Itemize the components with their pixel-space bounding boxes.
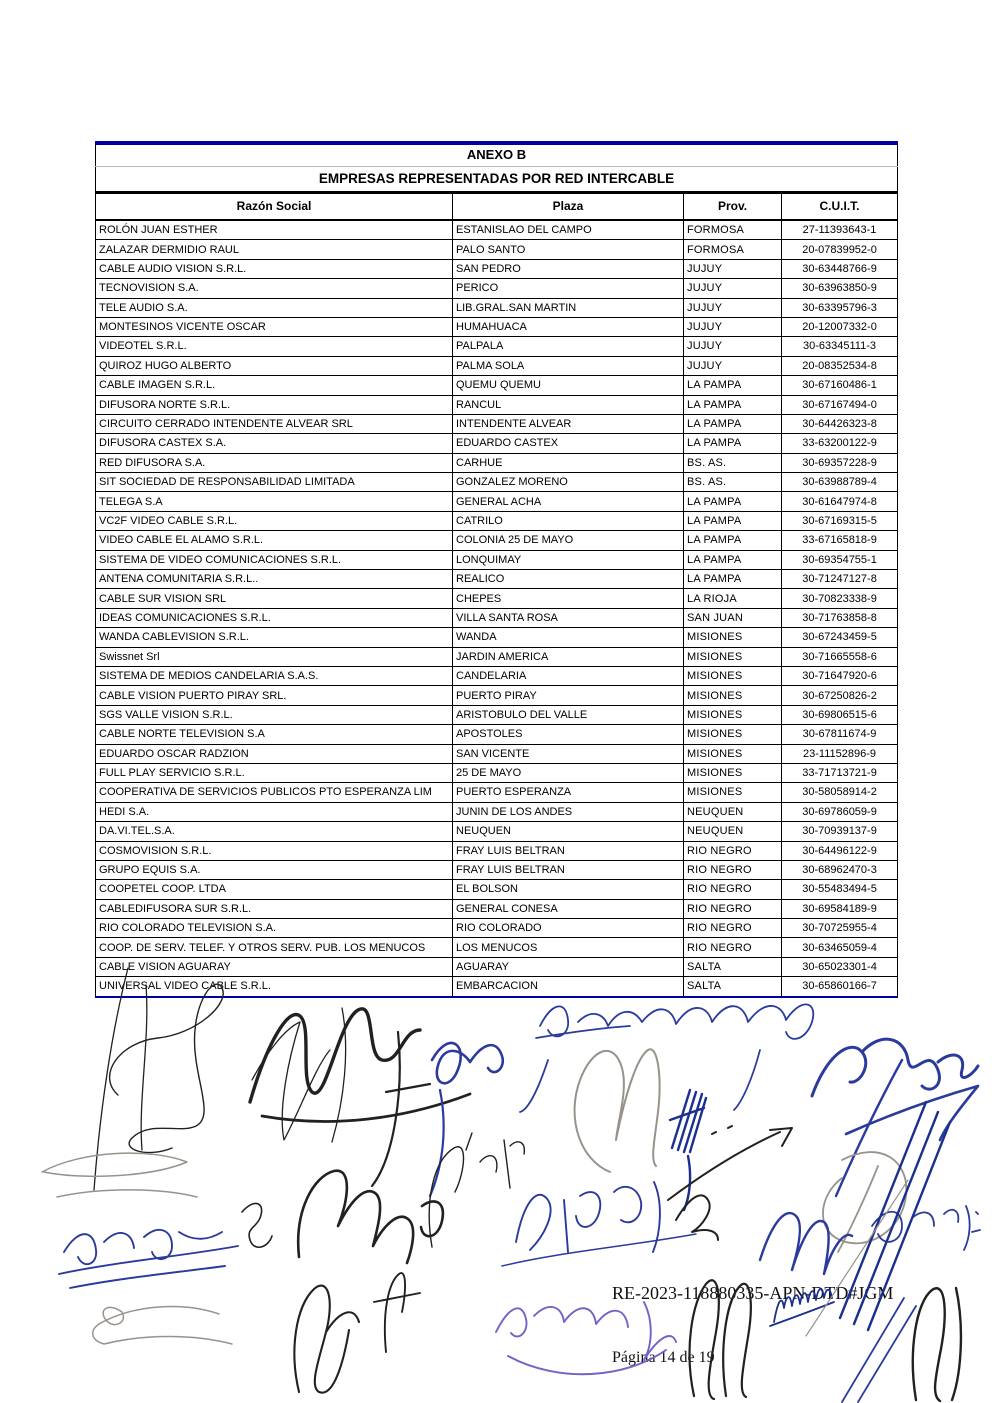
cell-prov: JUJUY	[684, 279, 782, 298]
signature-stroke	[502, 1234, 696, 1266]
table-row	[96, 860, 898, 879]
cell-razon-social: CABLE AUDIO VISION S.R.L.	[96, 259, 453, 278]
cell-plaza: COLONIA 25 DE MAYO	[453, 531, 684, 550]
cell-cuit: 30-63988789-4	[782, 473, 898, 492]
cell-plaza: EL BOLSON	[453, 880, 684, 899]
cell-plaza: AGUARAY	[453, 957, 684, 976]
table-row	[96, 666, 898, 685]
table-row	[96, 725, 898, 744]
cell-prov: LA PAMPA	[684, 376, 782, 395]
cell-cuit: 30-71665558-6	[782, 647, 898, 666]
cell-razon-social: DIFUSORA CASTEX S.A.	[96, 434, 453, 453]
signature-stroke	[252, 1008, 346, 1142]
companies-table	[95, 141, 898, 998]
cell-prov: RIO NEGRO	[684, 860, 782, 879]
cell-cuit: 30-70939137-9	[782, 822, 898, 841]
cell-cuit: 30-70823338-9	[782, 589, 898, 608]
cell-prov: LA PAMPA	[684, 531, 782, 550]
cell-razon-social: QUIROZ HUGO ALBERTO	[96, 356, 453, 375]
signature-stroke	[242, 1203, 272, 1247]
table-row	[96, 434, 898, 453]
cell-prov: RIO NEGRO	[684, 938, 782, 957]
cell-plaza: PALMA SOLA	[453, 356, 684, 375]
cell-prov: JUJUY	[684, 337, 782, 356]
cell-razon-social: EDUARDO OSCAR RADZION	[96, 744, 453, 763]
cell-cuit: 33-67165818-9	[782, 531, 898, 550]
cell-cuit: 30-64496122-9	[782, 841, 898, 860]
signature-stroke	[516, 1182, 660, 1252]
cell-cuit: 30-67243459-5	[782, 628, 898, 647]
cell-cuit: 33-71713721-9	[782, 763, 898, 782]
cell-plaza: WANDA	[453, 628, 684, 647]
cell-razon-social: Swissnet Srl	[96, 647, 453, 666]
cell-plaza: GONZALEZ MORENO	[453, 473, 684, 492]
cell-plaza: FRAY LUIS BELTRAN	[453, 860, 684, 879]
signature-stroke	[94, 968, 147, 1190]
table-row	[96, 880, 898, 899]
table-row	[96, 647, 898, 666]
cell-plaza: ARISTOBULO DEL VALLE	[453, 705, 684, 724]
cell-cuit: 30-69357228-9	[782, 453, 898, 472]
cell-prov: MISIONES	[684, 647, 782, 666]
document-title: ANEXO B	[96, 143, 898, 167]
cell-cuit: 30-65860166-7	[782, 977, 898, 997]
cell-cuit: 30-67169315-5	[782, 511, 898, 530]
signature-stroke	[842, 1298, 916, 1402]
table-row	[96, 957, 898, 976]
signature-stroke	[430, 1090, 444, 1196]
table-row	[96, 317, 898, 336]
signature-stroke	[668, 1126, 792, 1200]
cell-plaza: INTENDENTE ALVEAR	[453, 414, 684, 433]
cell-razon-social: RIO COLORADO TELEVISION S.A.	[96, 919, 453, 938]
table-row	[96, 453, 898, 472]
table-row	[96, 550, 898, 569]
cell-prov: JUJUY	[684, 356, 782, 375]
column-header-plaza: Plaza	[453, 193, 684, 221]
cell-cuit: 30-64426323-8	[782, 414, 898, 433]
signature-stroke	[575, 1049, 660, 1172]
cell-plaza: VILLA SANTA ROSA	[453, 608, 684, 627]
signature-stroke	[760, 1213, 852, 1274]
table-row	[96, 511, 898, 530]
cell-prov: SAN JUAN	[684, 608, 782, 627]
cell-razon-social: SISTEMA DE MEDIOS CANDELARIA S.A.S.	[96, 666, 453, 685]
cell-cuit: 30-55483494-5	[782, 880, 898, 899]
cell-razon-social: FULL PLAY SERVICIO S.R.L.	[96, 763, 453, 782]
cell-plaza: RIO COLORADO	[453, 919, 684, 938]
cell-plaza: PUERTO PIRAY	[453, 686, 684, 705]
cell-plaza: CATRILO	[453, 511, 684, 530]
cell-prov: RIO NEGRO	[684, 841, 782, 860]
cell-razon-social: VIDEO CABLE EL ALAMO S.R.L.	[96, 531, 453, 550]
cell-cuit: 33-63200122-9	[782, 434, 898, 453]
column-header-prov: Prov.	[684, 193, 782, 221]
signature-stroke	[520, 1004, 813, 1112]
cell-cuit: 30-69806515-6	[782, 705, 898, 724]
table-row	[96, 570, 898, 589]
cell-prov: LA PAMPA	[684, 414, 782, 433]
cell-plaza: JARDIN AMERICA	[453, 647, 684, 666]
cell-plaza: JUNIN DE LOS ANDES	[453, 802, 684, 821]
cell-plaza: RANCUL	[453, 395, 684, 414]
cell-prov: SALTA	[684, 957, 782, 976]
cell-prov: MISIONES	[684, 783, 782, 802]
document-subtitle: EMPRESAS REPRESENTADAS POR RED INTERCABLE	[96, 167, 898, 193]
cell-cuit: 27-11393643-1	[782, 220, 898, 240]
table-row	[96, 802, 898, 821]
cell-razon-social: TECNOVISION S.A.	[96, 279, 453, 298]
cell-plaza: SAN PEDRO	[453, 259, 684, 278]
cell-razon-social: CABLE NORTE TELEVISION S.A	[96, 725, 453, 744]
cell-plaza: CHEPES	[453, 589, 684, 608]
cell-cuit: 30-67167494-0	[782, 395, 898, 414]
cell-prov: MISIONES	[684, 686, 782, 705]
table-row	[96, 608, 898, 627]
signature-stroke	[93, 1307, 232, 1344]
cell-cuit: 30-63465059-4	[782, 938, 898, 957]
reference-code: RE-2023-118880335-APN-DTD#JGM	[612, 1283, 894, 1303]
cell-razon-social: DA.VI.TEL.S.A.	[96, 822, 453, 841]
cell-prov: RIO NEGRO	[684, 880, 782, 899]
cell-razon-social: VIDEOTEL S.R.L.	[96, 337, 453, 356]
table-row	[96, 899, 898, 918]
cell-cuit: 30-58058914-2	[782, 783, 898, 802]
cell-razon-social: HEDI S.A.	[96, 802, 453, 821]
cell-prov: MISIONES	[684, 705, 782, 724]
cell-razon-social: CABLE VISION AGUARAY	[96, 957, 453, 976]
cell-plaza: CANDELARIA	[453, 666, 684, 685]
cell-prov: FORMOSA	[684, 220, 782, 240]
cell-prov: LA PAMPA	[684, 395, 782, 414]
cell-plaza: PALO SANTO	[453, 240, 684, 259]
cell-razon-social: GRUPO EQUIS S.A.	[96, 860, 453, 879]
cell-cuit: 30-67811674-9	[782, 725, 898, 744]
signature-stroke	[806, 1180, 908, 1336]
cell-razon-social: COOP. DE SERV. TELEF. Y OTROS SERV. PUB. LOS MENUCOS	[96, 938, 453, 957]
table-row	[96, 337, 898, 356]
cell-razon-social: CABLE IMAGEN S.R.L.	[96, 376, 453, 395]
cell-prov: BS. AS.	[684, 453, 782, 472]
cell-cuit: 30-69786059-9	[782, 802, 898, 821]
signature-stroke	[846, 1086, 978, 1140]
cell-razon-social: CABLEDIFUSORA SUR S.R.L.	[96, 899, 453, 918]
cell-cuit: 30-71247127-8	[782, 570, 898, 589]
cell-plaza: EDUARDO CASTEX	[453, 434, 684, 453]
cell-prov: MISIONES	[684, 763, 782, 782]
cell-plaza: NEUQUEN	[453, 822, 684, 841]
table-row	[96, 763, 898, 782]
cell-razon-social: COOPETEL COOP. LTDA	[96, 880, 453, 899]
cell-cuit: 30-71647920-6	[782, 666, 898, 685]
cell-prov: NEUQUEN	[684, 822, 782, 841]
cell-prov: RIO NEGRO	[684, 899, 782, 918]
signature-stroke	[812, 1039, 978, 1096]
cell-plaza: QUEMU QUEMU	[453, 376, 684, 395]
cell-razon-social: TELEGA S.A	[96, 492, 453, 511]
table-row	[96, 356, 898, 375]
table-row	[96, 822, 898, 841]
cell-razon-social: COOPERATIVA DE SERVICIOS PUBLICOS PTO ESPERANZA LIM	[96, 783, 453, 802]
cell-plaza: PUERTO ESPERANZA	[453, 783, 684, 802]
cell-plaza: HUMAHUACA	[453, 317, 684, 336]
cell-prov: LA PAMPA	[684, 550, 782, 569]
table-row	[96, 977, 898, 997]
cell-plaza: LIB.GRAL.SAN MARTIN	[453, 298, 684, 317]
cell-cuit: 30-71763858-8	[782, 608, 898, 627]
table-row	[96, 473, 898, 492]
signature-stroke	[59, 1230, 238, 1288]
table-row	[96, 220, 898, 240]
cell-cuit: 20-07839952-0	[782, 240, 898, 259]
cell-prov: FORMOSA	[684, 240, 782, 259]
cell-prov: LA RIOJA	[684, 589, 782, 608]
cell-razon-social: CABLE SUR VISION SRL	[96, 589, 453, 608]
table-row	[96, 705, 898, 724]
cell-razon-social: COSMOVISION S.R.L.	[96, 841, 453, 860]
cell-razon-social: RED DIFUSORA S.A.	[96, 453, 453, 472]
signature-stroke	[913, 1288, 961, 1401]
signature-stroke	[250, 1009, 420, 1102]
cell-prov: JUJUY	[684, 317, 782, 336]
cell-plaza: PERICO	[453, 279, 684, 298]
cell-cuit: 30-63395796-3	[782, 298, 898, 317]
cell-razon-social: WANDA CABLEVISION S.R.L.	[96, 628, 453, 647]
cell-razon-social: CABLE VISION PUERTO PIRAY SRL.	[96, 686, 453, 705]
table-row	[96, 919, 898, 938]
table-body	[96, 220, 898, 997]
cell-prov: NEUQUEN	[684, 802, 782, 821]
cell-cuit: 20-12007332-0	[782, 317, 898, 336]
cell-razon-social: IDEAS COMUNICACIONES S.R.L.	[96, 608, 453, 627]
cell-prov: SALTA	[684, 977, 782, 997]
cell-razon-social: TELE AUDIO S.A.	[96, 298, 453, 317]
cell-cuit: 30-69584189-9	[782, 899, 898, 918]
table-row	[96, 414, 898, 433]
cell-plaza: GENERAL CONESA	[453, 899, 684, 918]
page-number: Página 14 de 19	[612, 1349, 715, 1366]
signature-stroke	[298, 1171, 443, 1263]
cell-prov: JUJUY	[684, 259, 782, 278]
table-row	[96, 492, 898, 511]
cell-cuit: 23-11152896-9	[782, 744, 898, 763]
cell-prov: LA PAMPA	[684, 492, 782, 511]
table-row	[96, 783, 898, 802]
signature-stroke	[374, 1273, 420, 1352]
cell-razon-social: UNIVERSAL VIDEO CABLE S.R.L.	[96, 977, 453, 997]
cell-plaza: APOSTOLES	[453, 725, 684, 744]
cell-plaza: EMBARCACION	[453, 977, 684, 997]
cell-prov: LA PAMPA	[684, 511, 782, 530]
signature-stroke	[836, 1060, 902, 1196]
table-row	[96, 841, 898, 860]
cell-razon-social: SGS VALLE VISION S.R.L.	[96, 705, 453, 724]
cell-prov: RIO NEGRO	[684, 919, 782, 938]
cell-razon-social: MONTESINOS VICENTE OSCAR	[96, 317, 453, 336]
cell-razon-social: SIT SOCIEDAD DE RESPONSABILIDAD LIMITADA	[96, 473, 453, 492]
table-row	[96, 686, 898, 705]
signature-stroke	[676, 1195, 718, 1240]
signature-stroke	[429, 1133, 524, 1247]
cell-razon-social: ROLÓN JUAN ESTHER	[96, 220, 453, 240]
cell-razon-social: ANTENA COMUNITARIA S.R.L..	[96, 570, 453, 589]
table-row	[96, 938, 898, 957]
cell-prov: JUJUY	[684, 298, 782, 317]
signature-stroke	[262, 1094, 470, 1121]
cell-plaza: PALPALA	[453, 337, 684, 356]
cell-cuit: 30-68962470-3	[782, 860, 898, 879]
column-header-razon-social: Razón Social	[96, 193, 453, 221]
table-row	[96, 259, 898, 278]
cell-cuit: 30-65023301-4	[782, 957, 898, 976]
cell-razon-social: DIFUSORA NORTE S.R.L.	[96, 395, 453, 414]
cell-cuit: 30-70725955-4	[782, 919, 898, 938]
cell-razon-social: ZALAZAR DERMIDIO RAUL	[96, 240, 453, 259]
signature-stroke	[872, 1206, 980, 1250]
cell-plaza: REALICO	[453, 570, 684, 589]
cell-cuit: 20-08352534-8	[782, 356, 898, 375]
cell-razon-social: CIRCUITO CERRADO INTENDENTE ALVEAR SRL	[96, 414, 453, 433]
cell-prov: MISIONES	[684, 725, 782, 744]
table-row	[96, 628, 898, 647]
table-row	[96, 376, 898, 395]
cell-cuit: 30-61647974-8	[782, 492, 898, 511]
table-row	[96, 279, 898, 298]
signature-stroke	[670, 1090, 706, 1210]
cell-prov: MISIONES	[684, 666, 782, 685]
cell-plaza: ESTANISLAO DEL CAMPO	[453, 220, 684, 240]
signature-stroke	[294, 1286, 359, 1393]
cell-prov: LA PAMPA	[684, 570, 782, 589]
table-row	[96, 531, 898, 550]
cell-plaza: GENERAL ACHA	[453, 492, 684, 511]
cell-prov: MISIONES	[684, 744, 782, 763]
cell-cuit: 30-63963850-9	[782, 279, 898, 298]
cell-plaza: SAN VICENTE	[453, 744, 684, 763]
cell-plaza: 25 DE MAYO	[453, 763, 684, 782]
cell-cuit: 30-67160486-1	[782, 376, 898, 395]
signature-stroke	[42, 1153, 197, 1197]
signature-stroke	[110, 984, 224, 1152]
table-row	[96, 240, 898, 259]
table-row	[96, 395, 898, 414]
cell-plaza: LOS MENUCOS	[453, 938, 684, 957]
cell-plaza: CARHUE	[453, 453, 684, 472]
table-row	[96, 589, 898, 608]
cell-cuit: 30-63448766-9	[782, 259, 898, 278]
signature-stroke	[823, 1152, 906, 1252]
table-row	[96, 744, 898, 763]
signature-stroke	[432, 1043, 503, 1083]
table-row	[96, 298, 898, 317]
cell-plaza: LONQUIMAY	[453, 550, 684, 569]
cell-prov: LA PAMPA	[684, 434, 782, 453]
cell-cuit: 30-69354755-1	[782, 550, 898, 569]
cell-prov: MISIONES	[684, 628, 782, 647]
column-header-cuit: C.U.I.T.	[782, 193, 898, 221]
cell-plaza: FRAY LUIS BELTRAN	[453, 841, 684, 860]
cell-razon-social: SISTEMA DE VIDEO COMUNICACIONES S.R.L.	[96, 550, 453, 569]
cell-cuit: 30-63345111-3	[782, 337, 898, 356]
signature-stroke	[372, 1032, 430, 1186]
cell-prov: BS. AS.	[684, 473, 782, 492]
signature-stroke	[536, 1026, 760, 1110]
cell-cuit: 30-67250826-2	[782, 686, 898, 705]
cell-razon-social: VC2F VIDEO CABLE S.R.L.	[96, 511, 453, 530]
